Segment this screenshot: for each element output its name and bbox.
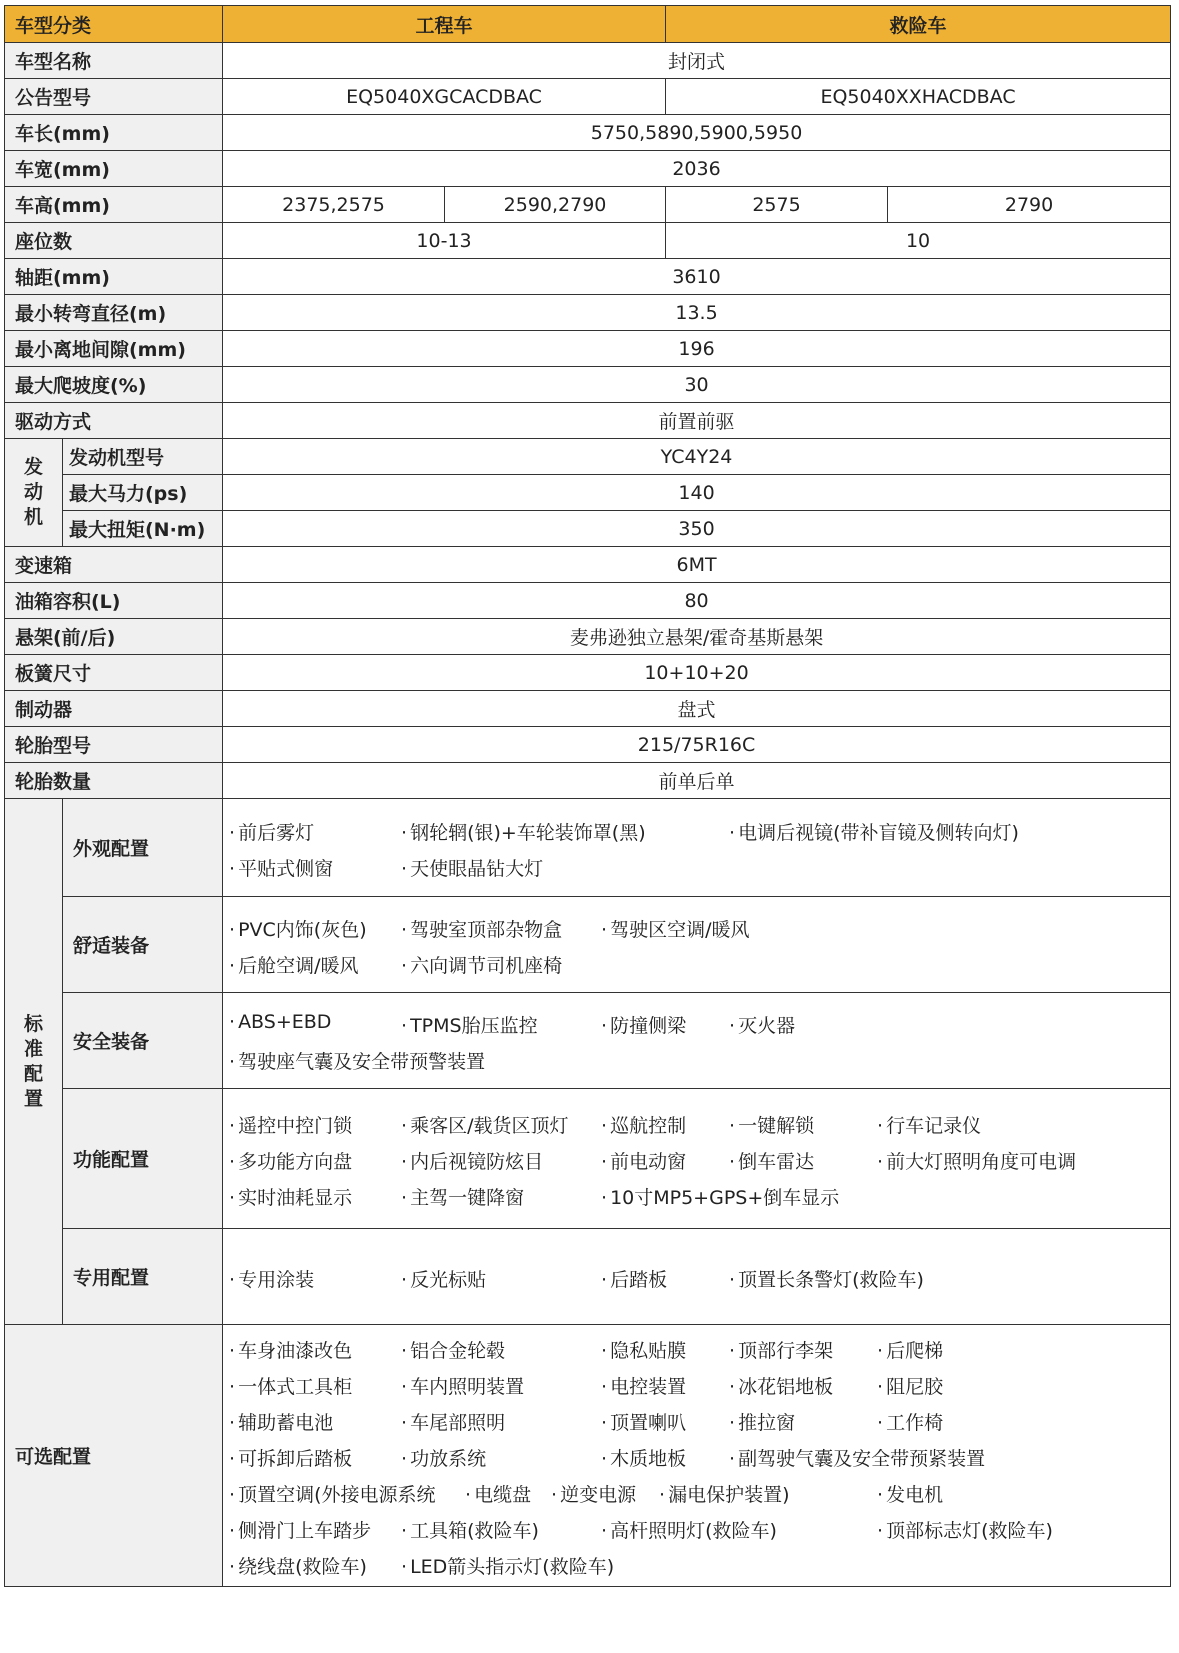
feature-list (223, 1229, 1171, 1325)
row-grade (5, 367, 1171, 403)
feature-line (229, 812, 1166, 848)
row-label: 最大扭矩(N·m) (63, 511, 223, 547)
row-label: 轮胎数量 (5, 763, 223, 799)
feature-item: · 隐私贴膜 (601, 1336, 686, 1363)
row-gearbox (5, 547, 1171, 583)
row-value: 前置前驱 (223, 403, 1171, 439)
feature-item: · 漏电保护装置) (659, 1480, 789, 1507)
row-brake (5, 691, 1171, 727)
feature-item: · 工具箱(救险车) (401, 1516, 539, 1543)
row-suspension (5, 619, 1171, 655)
feature-item: · TPMS胎压监控 (401, 1011, 538, 1038)
feature-item: · 主驾一键降窗 (401, 1183, 524, 1210)
feature-item: · 工作椅 (877, 1408, 943, 1435)
row-label: 制动器 (5, 691, 223, 727)
feature-item: · 遥控中控门锁 (229, 1111, 352, 1138)
feature-item: · 电缆盘 (465, 1480, 531, 1507)
engine-group-label: 发动机 (5, 439, 63, 547)
feature-line (229, 1005, 1166, 1041)
row-comfort (5, 897, 1171, 993)
row-value: 3610 (223, 259, 1171, 295)
feature-item: · 后爬梯 (877, 1336, 943, 1363)
row-label: 悬架(前/后) (5, 619, 223, 655)
feature-list (223, 1325, 1171, 1587)
feature-item: · 防撞侧梁 (601, 1011, 686, 1038)
row-seats (5, 223, 1171, 259)
feature-item: · 反光标贴 (401, 1265, 486, 1292)
row-tire-count (5, 763, 1171, 799)
row-drive (5, 403, 1171, 439)
row-label: 公告型号 (5, 79, 223, 115)
feature-item: · 10寸MP5+GPS+倒车显示 (601, 1183, 839, 1210)
feature-line (229, 1330, 1166, 1366)
feature-item: · 一体式工具柜 (229, 1372, 352, 1399)
row-value-b: EQ5040XXHACDBAC (666, 79, 1171, 115)
row-turning (5, 295, 1171, 331)
row-safety (5, 993, 1171, 1089)
feature-item: · ABS+EBD (229, 1011, 331, 1033)
feature-item: · 铝合金轮毂 (401, 1336, 505, 1363)
row-value: 196 (223, 331, 1171, 367)
feature-line (229, 909, 1166, 945)
row-value-a: 10-13 (223, 223, 666, 259)
feature-item: · 前大灯照明角度可电调 (877, 1147, 1076, 1174)
feature-line (229, 1366, 1166, 1402)
feature-item: · 前后雾灯 (229, 818, 314, 845)
row-value-4: 2790 (888, 187, 1171, 223)
row-height (5, 187, 1171, 223)
feature-item: · 实时油耗显示 (229, 1183, 352, 1210)
row-label: 油箱容积(L) (5, 583, 223, 619)
row-label: 车宽(mm) (5, 151, 223, 187)
feature-line (229, 1510, 1166, 1546)
feature-item: · 可拆卸后踏板 (229, 1444, 352, 1471)
row-value: 80 (223, 583, 1171, 619)
feature-item: · 前电动窗 (601, 1147, 686, 1174)
header-type-b: 救险车 (666, 6, 1171, 43)
feature-item: · 倒车雷达 (729, 1147, 814, 1174)
row-exterior (5, 799, 1171, 897)
feature-line (229, 1259, 1166, 1295)
feature-item: · 内后视镜防炫目 (401, 1147, 543, 1174)
feature-item: · 平贴式侧窗 (229, 854, 333, 881)
header-type-a: 工程车 (223, 6, 666, 43)
feature-item: · PVC内饰(灰色) (229, 915, 367, 942)
feature-item: · 绕线盘(救险车) (229, 1552, 367, 1579)
feature-item: · 高杆照明灯(救险车) (601, 1516, 777, 1543)
feature-item: · 专用涂装 (229, 1265, 314, 1292)
row-value: 6MT (223, 547, 1171, 583)
row-value: 140 (223, 475, 1171, 511)
feature-line (229, 1041, 1166, 1077)
feature-item: · 灭火器 (729, 1011, 795, 1038)
row-label: 安全装备 (63, 993, 223, 1089)
feature-list (223, 799, 1171, 897)
row-clearance (5, 331, 1171, 367)
feature-item: · 阻尼胶 (877, 1372, 943, 1399)
feature-item: · 乘客区/载货区顶灯 (401, 1111, 568, 1138)
feature-item: · 六向调节司机座椅 (401, 951, 562, 978)
feature-item: · 木质地板 (601, 1444, 686, 1471)
row-name (5, 43, 1171, 79)
row-spring (5, 655, 1171, 691)
feature-item: · 一键解锁 (729, 1111, 814, 1138)
row-label: 最大马力(ps) (63, 475, 223, 511)
feature-line (229, 1141, 1166, 1177)
feature-item: · 发电机 (877, 1480, 943, 1507)
feature-item: · 顶置喇叭 (601, 1408, 686, 1435)
feature-item: · 后舱空调/暖风 (229, 951, 358, 978)
feature-item: · LED箭头指示灯(救险车) (401, 1552, 614, 1579)
row-label: 舒适装备 (63, 897, 223, 993)
feature-item: · 多功能方向盘 (229, 1147, 352, 1174)
row-optional (5, 1325, 1171, 1587)
feature-line (229, 1402, 1166, 1438)
feature-item: · 电调后视镜(带补盲镜及侧转向灯) (729, 818, 1019, 845)
row-value-a: EQ5040XGCACDBAC (223, 79, 666, 115)
feature-item: · 顶置长条警灯(救险车) (729, 1265, 924, 1292)
header-category-label: 车型分类 (5, 6, 223, 43)
row-label: 变速箱 (5, 547, 223, 583)
row-tire-model (5, 727, 1171, 763)
feature-item: · 副驾驶气囊及安全带预紧装置 (729, 1444, 985, 1471)
feature-item: · 行车记录仪 (877, 1111, 981, 1138)
feature-line (229, 1546, 1166, 1582)
row-label: 轮胎型号 (5, 727, 223, 763)
feature-item: · 功放系统 (401, 1444, 486, 1471)
row-label: 外观配置 (63, 799, 223, 897)
row-value: 2036 (223, 151, 1171, 187)
row-label: 轴距(mm) (5, 259, 223, 295)
feature-line (229, 1177, 1166, 1213)
feature-item: · 顶置空调(外接电源系统 (229, 1480, 435, 1507)
row-label: 驱动方式 (5, 403, 223, 439)
row-length (5, 115, 1171, 151)
row-value: 215/75R16C (223, 727, 1171, 763)
row-label: 车长(mm) (5, 115, 223, 151)
row-label: 车高(mm) (5, 187, 223, 223)
row-value: 盘式 (223, 691, 1171, 727)
row-value-b: 10 (666, 223, 1171, 259)
row-label: 最大爬坡度(%) (5, 367, 223, 403)
row-special (5, 1229, 1171, 1325)
row-value-1: 2375,2575 (223, 187, 445, 223)
row-value: YC4Y24 (223, 439, 1171, 475)
row-engine-model (5, 439, 1171, 475)
feature-item: · 推拉窗 (729, 1408, 795, 1435)
spec-table (4, 5, 1171, 1587)
row-notice (5, 79, 1171, 115)
feature-item: · 车身油漆改色 (229, 1336, 352, 1363)
feature-item: · 辅助蓄电池 (229, 1408, 333, 1435)
row-label: 最小转弯直径(m) (5, 295, 223, 331)
feature-list (223, 897, 1171, 993)
feature-item: · 驾驶区空调/暖风 (601, 915, 749, 942)
feature-line (229, 1474, 1166, 1510)
row-label: 车型名称 (5, 43, 223, 79)
feature-item: · 逆变电源 (551, 1480, 636, 1507)
feature-item: · 冰花铝地板 (729, 1372, 833, 1399)
feature-item: · 钢轮辋(银)+车轮装饰罩(黑) (401, 818, 646, 845)
standard-group-label: 标准配置 (5, 799, 63, 1325)
feature-item: · 后踏板 (601, 1265, 667, 1292)
feature-line (229, 945, 1166, 981)
row-label: 可选配置 (5, 1325, 223, 1587)
feature-line (229, 848, 1166, 884)
row-value: 前单后单 (223, 763, 1171, 799)
feature-item: · 顶部标志灯(救险车) (877, 1516, 1053, 1543)
row-value-2: 2590,2790 (445, 187, 666, 223)
row-width (5, 151, 1171, 187)
feature-item: · 车内照明装置 (401, 1372, 524, 1399)
feature-item: · 驾驶座气囊及安全带预警装置 (229, 1047, 485, 1074)
row-value: 封闭式 (223, 43, 1171, 79)
feature-item: · 侧滑门上车踏步 (229, 1516, 371, 1543)
row-value-3: 2575 (666, 187, 888, 223)
row-label: 功能配置 (63, 1089, 223, 1229)
row-value: 10+10+20 (223, 655, 1171, 691)
feature-item: · 天使眼晶钻大灯 (401, 854, 543, 881)
row-function (5, 1089, 1171, 1229)
row-tank (5, 583, 1171, 619)
feature-item: · 驾驶室顶部杂物盒 (401, 915, 562, 942)
row-value: 5750,5890,5900,5950 (223, 115, 1171, 151)
feature-item: · 电控装置 (601, 1372, 686, 1399)
row-label: 发动机型号 (63, 439, 223, 475)
feature-item: · 巡航控制 (601, 1111, 686, 1138)
header-row (5, 6, 1171, 43)
row-label: 最小离地间隙(mm) (5, 331, 223, 367)
row-wheelbase (5, 259, 1171, 295)
row-value: 30 (223, 367, 1171, 403)
row-value: 350 (223, 511, 1171, 547)
feature-list (223, 1089, 1171, 1229)
row-label: 座位数 (5, 223, 223, 259)
row-label: 专用配置 (63, 1229, 223, 1325)
feature-item: · 顶部行李架 (729, 1336, 833, 1363)
feature-line (229, 1438, 1166, 1474)
row-label: 板簧尺寸 (5, 655, 223, 691)
feature-list (223, 993, 1171, 1089)
feature-item: · 车尾部照明 (401, 1408, 505, 1435)
row-value: 13.5 (223, 295, 1171, 331)
row-engine-torque (5, 511, 1171, 547)
feature-line (229, 1105, 1166, 1141)
row-engine-power (5, 475, 1171, 511)
row-value: 麦弗逊独立悬架/霍奇基斯悬架 (223, 619, 1171, 655)
